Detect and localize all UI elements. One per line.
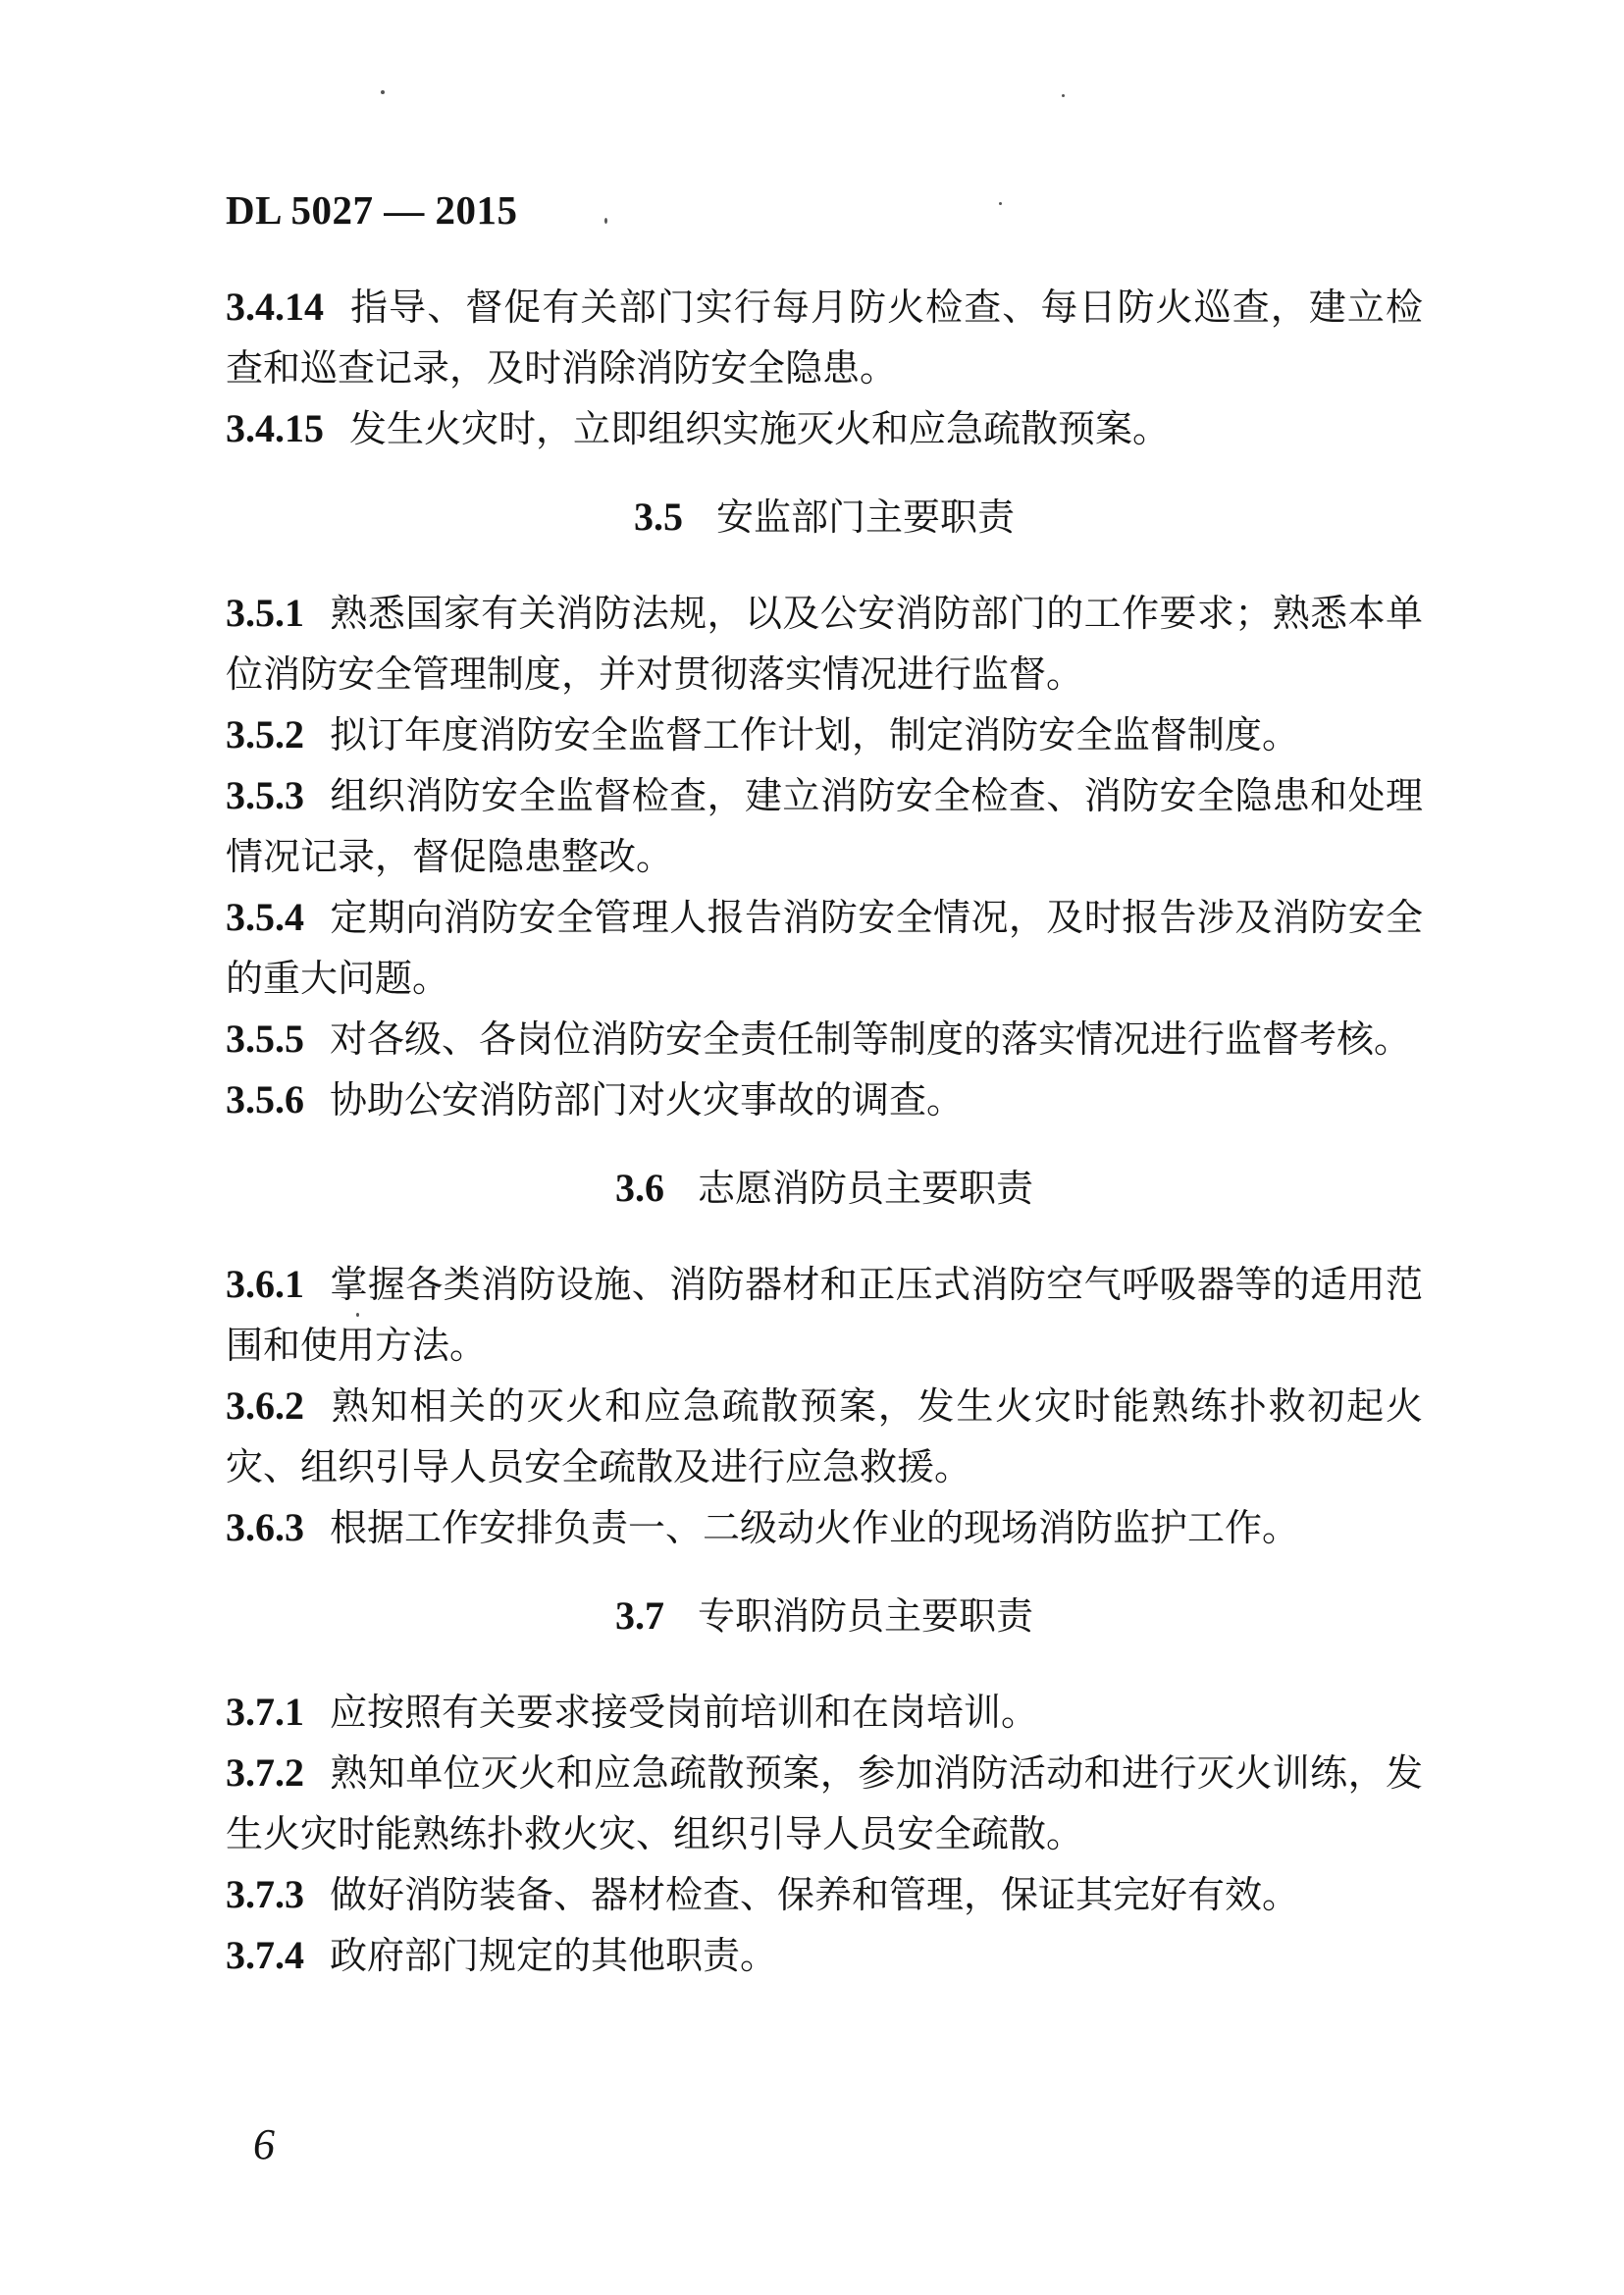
clause-paragraph [226,765,1423,887]
clause-paragraph [226,583,1423,704]
clause-text: 熟知单位灭火和应急疏散预案，参加消防活动和进行灭火训练，发生火灾时能熟练扑救火灾、组织引导人员安全疏散。 [226,1751,1423,1855]
clause-text: 拟订年度消防安全监督工作计划，制定消防安全监督制度。 [330,713,1300,756]
clause-paragraph [226,1376,1423,1497]
clause-paragraph [226,277,1423,398]
clause-paragraph [226,1925,1423,1986]
scan-speck [381,90,385,94]
scan-speck [999,202,1002,205]
clause-text: 政府部门规定的其他职责。 [330,1934,778,1977]
scan-speck [1062,94,1065,97]
clause-text: 掌握各类消防设施、消防器材和正压式消防空气呼吸器等的适用范围和使用方法。 [226,1263,1423,1367]
clause-number: 3.7.2 [226,1750,304,1795]
clause-text: 组织消防安全监督检查，建立消防安全检查、消防安全隐患和处理情况记录，督促隐患整改。 [226,774,1423,878]
clause-paragraph [226,1254,1423,1376]
clause-text: 根据工作安排负责一、二级动火作业的现场消防监护工作。 [330,1506,1300,1549]
clause-paragraph [226,887,1423,1009]
section-number: 3.7 [614,1593,664,1638]
page-number: 6 [253,2120,275,2168]
clause-text: 熟知相关的灭火和应急疏散预案，发生火灾时能熟练扑救初起火灾、组织引导人员安全疏散及进行应急救援。 [226,1384,1423,1488]
clause-text: 发生火灾时，立即组织实施灭火和应急疏散预案。 [349,407,1171,450]
section-title-text: 志愿消防员主要职责 [697,1167,1033,1210]
clause-number: 3.4.15 [226,406,324,450]
clause-number: 3.6.2 [226,1383,304,1428]
section-title-text: 专职消防员主要职责 [697,1594,1033,1638]
clause-number: 3.7.1 [226,1690,304,1734]
clause-text: 做好消防装备、器材检查、保养和管理，保证其完好有效。 [330,1873,1300,1916]
clause-paragraph [226,1069,1423,1130]
clause-paragraph [226,1009,1423,1069]
clause-text: 应按照有关要求接受岗前培训和在岗培训。 [330,1691,1039,1734]
section-title-text: 安监部门主要职责 [715,496,1015,539]
section-number: 3.5 [633,495,683,539]
clause-number: 3.7.3 [226,1872,304,1916]
clause-number: 3.5.6 [226,1077,304,1121]
clause-paragraph [226,1743,1423,1864]
clause-number: 3.5.3 [226,773,304,817]
clause-paragraph [226,1497,1423,1558]
clause-number: 3.5.4 [226,895,304,939]
clause-number: 3.6.1 [226,1262,304,1306]
clause-text: 定期向消防安全管理人报告消防安全情况，及时报告涉及消防安全的重大问题。 [226,896,1423,1000]
clause-number: 3.7.4 [226,1933,304,1977]
clause-paragraph [226,704,1423,765]
document-body [226,277,1423,1986]
clause-paragraph [226,1864,1423,1925]
section-heading [226,1586,1423,1646]
clause-text: 指导、督促有关部门实行每月防火检查、每日防火巡查，建立检查和巡查记录，及时消除消防安全隐患。 [226,286,1423,390]
clause-paragraph [226,398,1423,459]
section-number: 3.6 [614,1166,664,1210]
clause-number: 3.5.1 [226,591,304,635]
clause-number: 3.4.14 [226,285,324,329]
clause-number: 3.5.5 [226,1017,304,1061]
section-heading [226,1158,1423,1219]
clause-text: 熟悉国家有关消防法规，以及公安消防部门的工作要求；熟悉本单位消防安全管理制度，并对贯彻落实情况进行监督。 [226,592,1423,696]
clause-text: 对各级、各岗位消防安全责任制等制度的落实情况进行监督考核。 [330,1017,1412,1061]
standard-code: DL 5027 — 2015 [226,187,518,233]
clause-number: 3.5.2 [226,712,304,756]
clause-paragraph [226,1682,1423,1743]
clause-text: 协助公安消防部门对火灾事故的调查。 [330,1078,965,1121]
clause-number: 3.6.3 [226,1505,304,1549]
scan-speck [604,218,607,224]
section-heading [226,487,1423,548]
